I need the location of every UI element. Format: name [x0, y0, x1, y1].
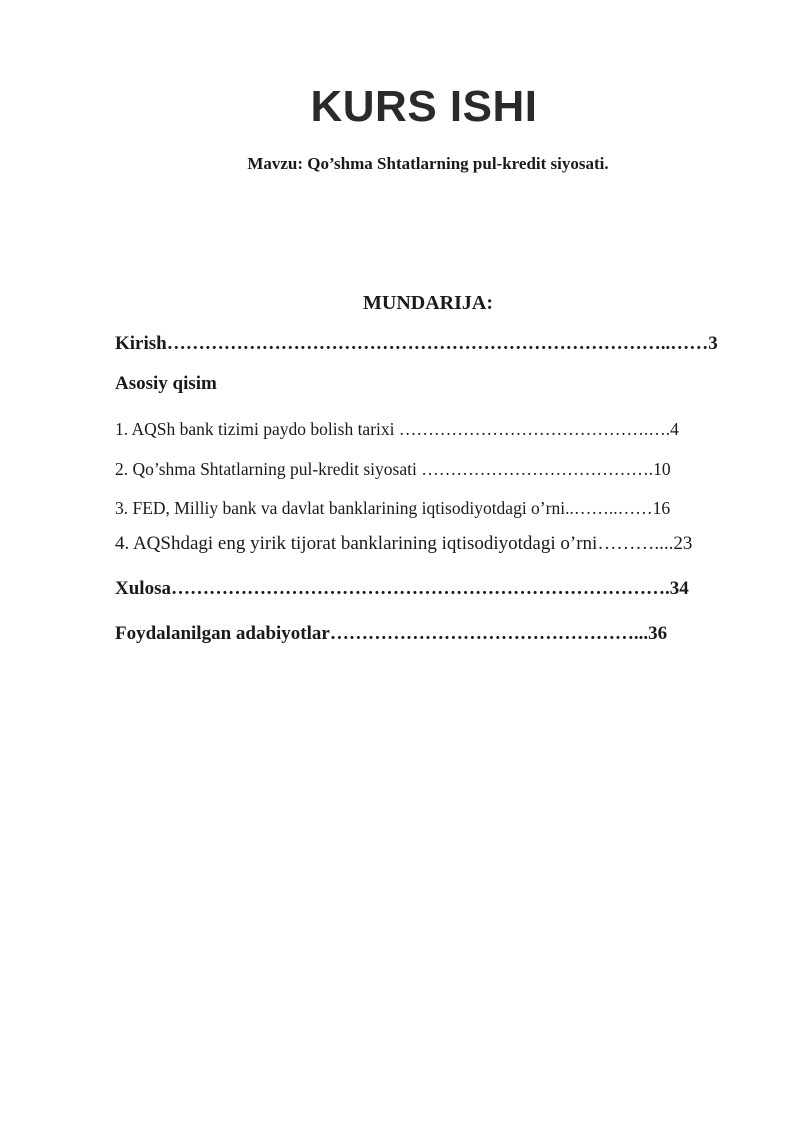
page-title: KURS ISHI [310, 82, 538, 131]
toc-heading: MUNDARIJA: [363, 292, 493, 314]
toc-entry-2: 2. Qo’shma Shtatlarning pul-kredit siyosati ………………………………….10 [115, 459, 671, 479]
toc-entry-kirish: Kirish……………………………………………………………………..……3 [115, 333, 718, 354]
subtitle-topic: Mavzu: Qo’shma Shtatlarning pul-kredit siyosati. [247, 154, 609, 173]
toc-entry-4: 4. AQShdagi eng yirik tijorat banklarining iqtisodiyotdagi o’rni………....23 [115, 533, 693, 554]
toc-entry-1: 1. AQSh bank tizimi paydo bolish tarixi …………………………………….….4 [115, 419, 679, 439]
toc-entry-xulosa: Xulosa…………………………………………………………………….34 [115, 578, 689, 599]
toc-entry-3: 3. FED, Milliy bank va davlat banklarining iqtisodiyotdagi o’rni..……..……16 [115, 498, 671, 518]
toc-section-asosiy-qisim: Asosiy qisim [115, 373, 217, 394]
toc-entry-foydalanilgan-adabiyotlar: Foydalanilgan adabiyotlar…………………………………………...36 [115, 623, 668, 644]
